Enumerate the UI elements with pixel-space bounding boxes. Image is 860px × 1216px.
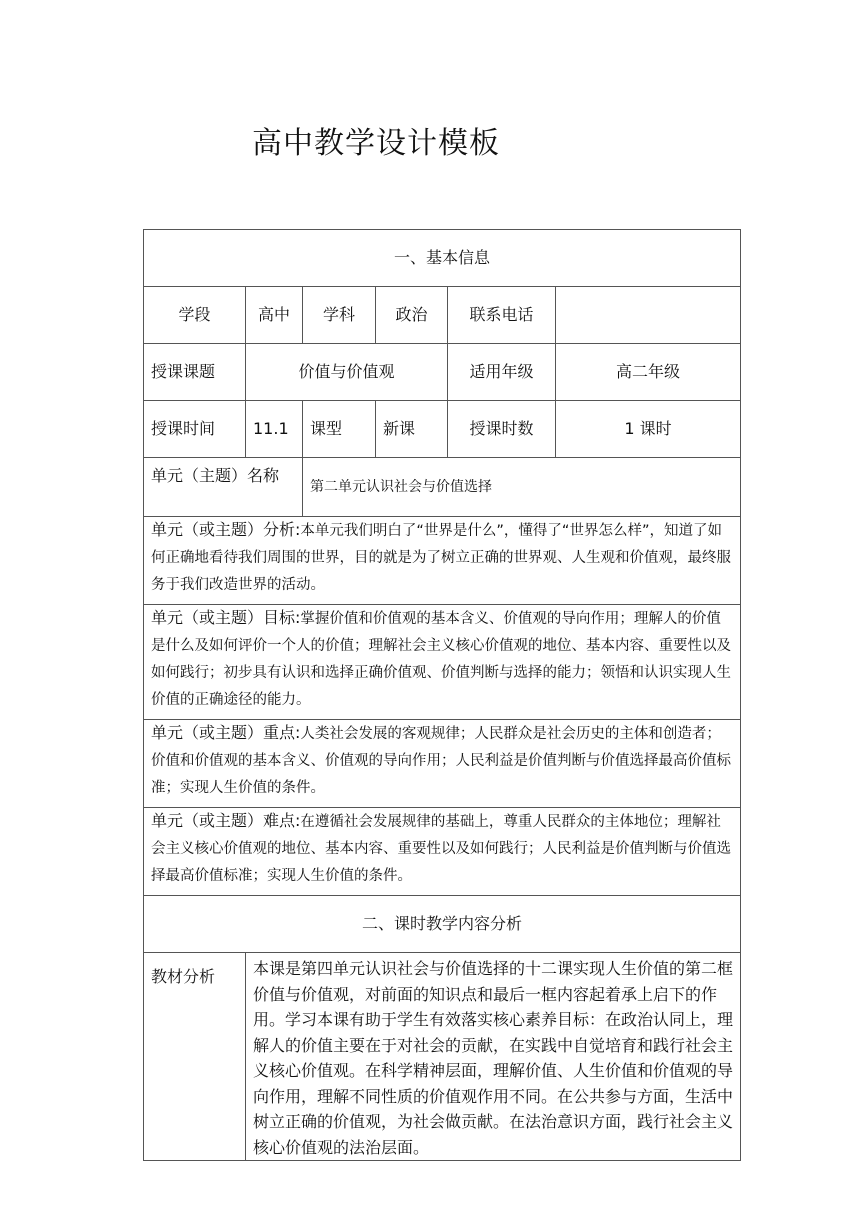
unit-goals-label: 单元（或主题）目标: <box>151 608 301 627</box>
time-label: 授课时间 <box>144 401 246 458</box>
row-unit-difficulties <box>144 808 741 896</box>
hours-label: 授课时数 <box>448 401 556 458</box>
hours-value: 1 课时 <box>556 401 741 458</box>
subject-value: 政治 <box>376 287 448 344</box>
unit-difficulty-cell <box>144 808 741 896</box>
grade-label: 适用年级 <box>448 344 556 401</box>
section-heading-basic-info: 一、基本信息 <box>144 230 741 287</box>
topic-value: 价值与价值观 <box>246 344 448 401</box>
phone-label: 联系电话 <box>448 287 556 344</box>
row-topic-grade <box>144 344 741 401</box>
type-label: 课型 <box>303 401 376 458</box>
type-value: 新课 <box>376 401 448 458</box>
unit-name-value: 第二单元认识社会与价值选择 <box>303 458 741 517</box>
unit-goals-cell <box>144 605 741 720</box>
subject-label: 学科 <box>303 287 376 344</box>
row-stage-subject-phone <box>144 287 741 344</box>
document-title: 高中教学设计模板 <box>252 126 500 161</box>
unit-analysis-text: 本单元我们明白了“世界是什么”，懂得了“世界怎么样”，知道了如何正确地看待我们周围的世界，目的就是为了树立正确的世界观、人生观和价值观，最终服务于我们改造世界的活动。 <box>151 523 731 593</box>
unit-difficulty-text: 在遵循社会发展规律的基础上，尊重人民群众的主体地位；理解社会主义核心价值观的地位、基本内容、重要性以及如何践行；人民利益是价值判断与价值选择最高价值标准；实现人生价值的条件。 <box>151 814 731 884</box>
section-basic-info-header <box>144 230 741 287</box>
grade-value: 高二年级 <box>556 344 741 401</box>
unit-name-label: 单元（主题）名称 <box>144 458 303 517</box>
stage-value: 高中 <box>246 287 303 344</box>
unit-analysis-label: 单元（或主题）分析: <box>151 520 301 539</box>
phone-value[interactable] <box>556 287 741 344</box>
row-time-type-hours <box>144 401 741 458</box>
unit-difficulty-label: 单元（或主题）难点: <box>151 811 301 830</box>
row-textbook-analysis <box>144 953 741 1161</box>
unit-key-text: 人类社会发展的客观规律；人民群众是社会历史的主体和创造者；价值和价值观的基本含义、价值观的导向作用；人民利益是价值判断与价值选择最高价值标准；实现人生价值的条件。 <box>151 726 731 796</box>
row-unit-analysis <box>144 517 741 605</box>
textbook-analysis-label: 教材分析 <box>144 953 246 1161</box>
row-unit-name <box>144 458 741 517</box>
section-heading-lesson-content: 二、课时教学内容分析 <box>144 896 741 953</box>
unit-key-label: 单元（或主题）重点: <box>151 723 301 742</box>
row-unit-key-points <box>144 720 741 808</box>
row-unit-goals <box>144 605 741 720</box>
stage-label: 学段 <box>144 287 246 344</box>
unit-key-cell <box>144 720 741 808</box>
section-lesson-content-header <box>144 896 741 953</box>
unit-analysis-cell <box>144 517 741 605</box>
time-value: 11.1 <box>246 401 303 458</box>
unit-goals-text: 掌握价值和价值观的基本含义、价值观的导向作用；理解人的价值是什么及如何评价一个人的价值；理解社会主义核心价值观的地位、基本内容、重要性以及如何践行；初步具有认识和选择正确价值观、价值判断与选择的能力；领悟和认识实现人生价值的正确途径的能力。 <box>151 611 731 708</box>
topic-label: 授课课题 <box>144 344 246 401</box>
lesson-design-form <box>143 229 741 1161</box>
textbook-analysis-text: 本课是第四单元认识社会与价值选择的十二课实现人生价值的第二框价值与价值观，对前面的知识点和最后一框内容起着承上启下的作用。学习本课有助于学生有效落实核心素养目标：在政治认同上，理解人的价值主要在于对社会的贡献，在实践中自觉培育和践行社会主义核心价值观。在科学精神层面，理解价值、人生价值和价值观的导向作用，理解不同性质的价值观作用不同。在公共参与方面，生活中树立正确的价值观，为社会做贡献。在法治意识方面，践行社会主义核心价值观的法治层面。 <box>246 953 741 1161</box>
